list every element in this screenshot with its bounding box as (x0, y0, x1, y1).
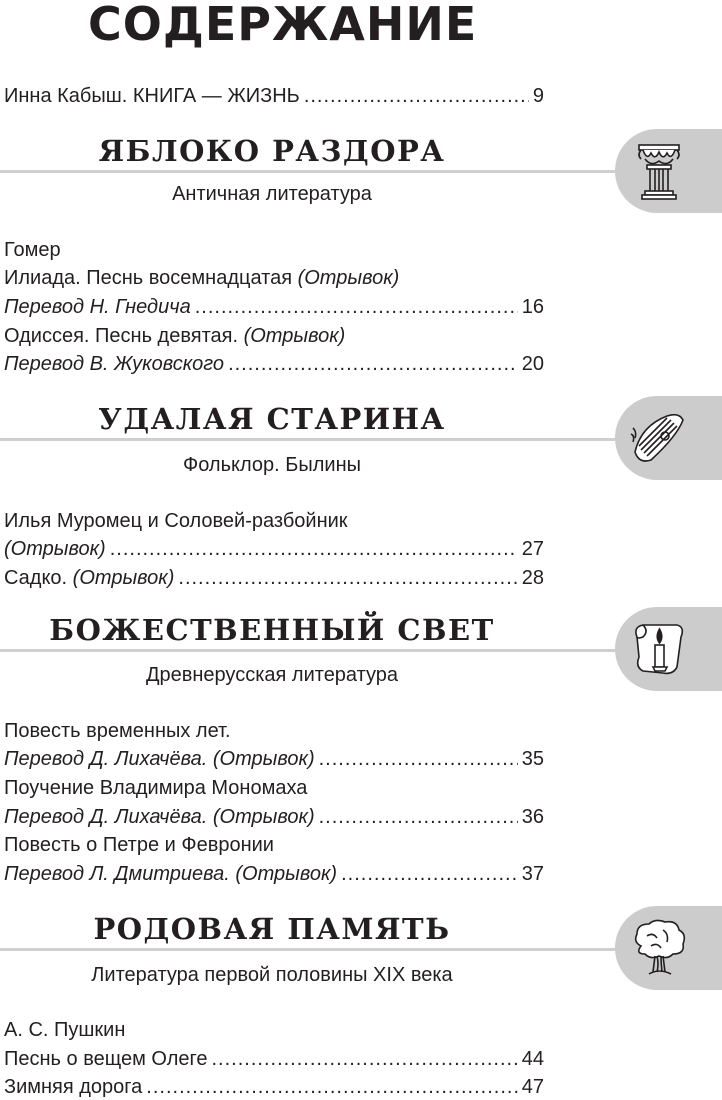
work-title: Садко. (4, 567, 73, 589)
translator: Перевод Н. Гнедича (4, 296, 191, 318)
toc-entry[interactable] (4, 861, 544, 887)
work-title: Илиада. Песнь восемнадцатая (4, 267, 298, 289)
section-subtitle: Фольклор. Былины (183, 454, 361, 476)
leader-dots (319, 746, 518, 772)
column-capital-icon (627, 139, 691, 203)
excerpt-note: (Отрывок) (243, 325, 346, 347)
section-tab (615, 906, 722, 990)
page-number: 20 (521, 353, 544, 375)
page-number: 44 (521, 1048, 544, 1070)
toc-entry (4, 775, 544, 801)
toc-entry[interactable] (4, 1046, 544, 1072)
toc-entry[interactable] (4, 804, 544, 830)
translator: Перевод Д. Лихачёва. (Отрывок) (4, 748, 315, 770)
section-subtitle: Древнерусская литература (145, 664, 399, 686)
section-tab (615, 396, 722, 480)
page-number: 16 (521, 296, 544, 318)
toc-entry[interactable] (4, 294, 544, 320)
excerpt-note: (Отрывок) (72, 567, 175, 589)
section-divider (0, 948, 615, 951)
author-name: Гомер (4, 239, 61, 261)
toc-entry-intro[interactable] (4, 83, 544, 109)
section-tab (615, 607, 722, 691)
section-title: РОДОВАЯ ПАМЯТЬ (93, 912, 451, 946)
page-number: 36 (521, 806, 544, 828)
page-number: 9 (532, 85, 544, 107)
toc-entry (4, 718, 544, 744)
work-title: Повесть о Петре и Февронии (4, 834, 274, 856)
leader-dots (195, 294, 518, 320)
gusli-icon (627, 406, 691, 470)
section-title: УДАЛАЯ СТАРИНА (98, 402, 446, 436)
translator: Перевод В. Жуковского (4, 353, 225, 375)
toc-entry[interactable] (4, 746, 544, 772)
author-name: А. С. Пушкин (4, 1019, 126, 1041)
section-subtitle: Литература первой половины XIX века (91, 964, 453, 986)
work-title: Зимняя дорога (4, 1076, 143, 1098)
translator: Перевод Л. Дмитриева. (Отрывок) (4, 863, 338, 885)
toc-entry (4, 1017, 544, 1043)
toc-entry[interactable] (4, 536, 544, 562)
work-title: Одиссея. Песнь девятая. (4, 325, 244, 347)
section-divider (0, 649, 615, 652)
page-number: 27 (521, 538, 544, 560)
toc-entry[interactable] (4, 1074, 544, 1100)
page-number: 28 (521, 567, 544, 589)
candle-scroll-icon (627, 617, 691, 681)
toc-entry (4, 265, 544, 291)
section-tab (615, 129, 722, 213)
leader-dots (228, 351, 518, 377)
page-title: СОДЕРЖАНИЕ (88, 0, 478, 51)
toc-entry (4, 832, 544, 858)
toc-entry (4, 323, 544, 349)
excerpt-note: (Отрывок) (4, 538, 106, 560)
page-number: 37 (521, 863, 544, 885)
toc-entry (4, 237, 544, 263)
leader-dots (178, 565, 517, 591)
oak-tree-icon (627, 916, 691, 980)
leader-dots (146, 1074, 517, 1100)
work-title: Песнь о вещем Олеге (4, 1048, 208, 1070)
translator: Перевод Д. Лихачёва. (Отрывок) (4, 806, 315, 828)
section-divider (0, 170, 615, 173)
leader-dots (304, 83, 529, 109)
toc-entry (4, 508, 544, 534)
work-title: Поучение Владимира Мономаха (4, 777, 308, 799)
work-title: Илья Муромец и Соловей-разбойник (4, 510, 348, 532)
page-number: 35 (521, 748, 544, 770)
leader-dots (341, 861, 518, 887)
excerpt-note: (Отрывок) (297, 267, 400, 289)
toc-entry[interactable] (4, 565, 544, 591)
leader-dots (110, 536, 518, 562)
entry-text: Инна Кабыш. КНИГА — ЖИЗНЬ (4, 85, 300, 107)
leader-dots (212, 1046, 518, 1072)
toc-entry[interactable] (4, 351, 544, 377)
section-divider (0, 438, 615, 441)
page-number: 47 (521, 1076, 544, 1098)
section-title: ЯБЛОКО РАЗДОРА (98, 134, 446, 168)
section-title: БОЖЕСТВЕННЫЙ СВЕТ (49, 613, 495, 647)
work-title: Повесть временных лет. (4, 720, 231, 742)
section-subtitle: Античная литература (172, 183, 372, 205)
leader-dots (319, 804, 518, 830)
